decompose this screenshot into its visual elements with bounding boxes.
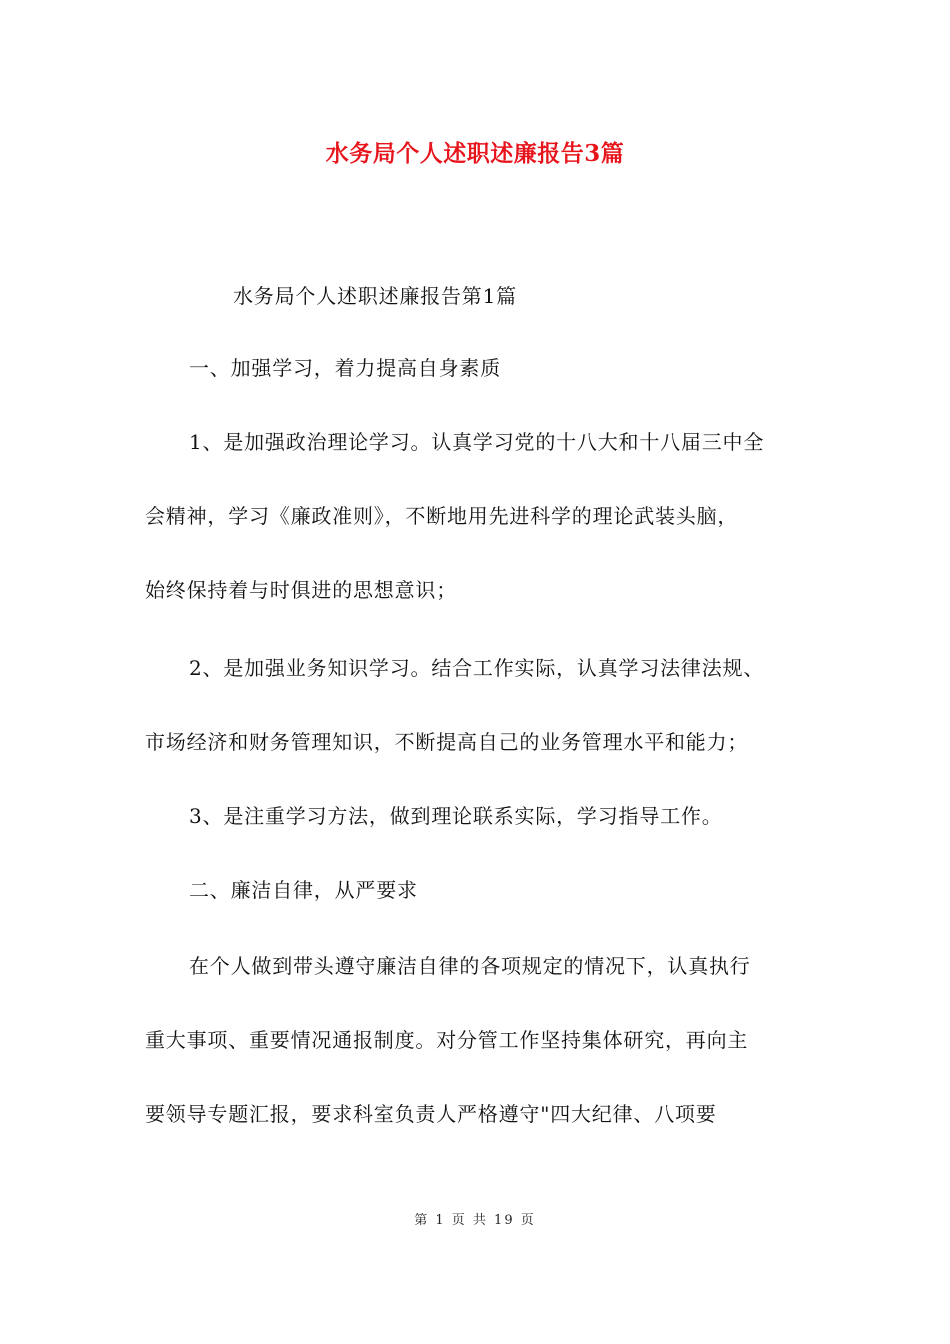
section-heading: 水务局个人述职述廉报告第1篇 [233,284,517,308]
paragraph-line: 会精神，学习《廉政准则》，不断地用先进科学的理论武装头脑， [145,504,739,528]
paragraph-line: 市场经济和财务管理知识，不断提高自己的业务管理水平和能力； [145,730,749,754]
paragraph-line: 3、是注重学习方法，做到理论联系实际，学习指导工作。 [189,804,723,828]
paragraph-line: 2、是加强业务知识学习。结合工作实际，认真学习法律法规、 [189,656,765,680]
page-title: 水务局个人述职述廉报告3篇 [325,140,625,167]
paragraph-line: 要领导专题汇报，要求科室负责人严格遵守"四大纪律、八项要 [145,1102,717,1126]
paragraph-line: 一、加强学习，着力提高自身素质 [189,356,501,380]
paragraph-line: 1、是加强政治理论学习。认真学习党的十八大和十八届三中全 [189,430,765,454]
page-footer: 第 1 页 共 19 页 [414,1213,536,1228]
paragraph-line: 始终保持着与时俱进的思想意识； [145,578,457,602]
paragraph-line: 重大事项、重要情况通报制度。对分管工作坚持集体研究，再向主 [145,1028,749,1052]
paragraph-line: 在个人做到带头遵守廉洁自律的各项规定的情况下，认真执行 [189,954,751,978]
paragraph-line: 二、廉洁自律，从严要求 [189,878,418,902]
